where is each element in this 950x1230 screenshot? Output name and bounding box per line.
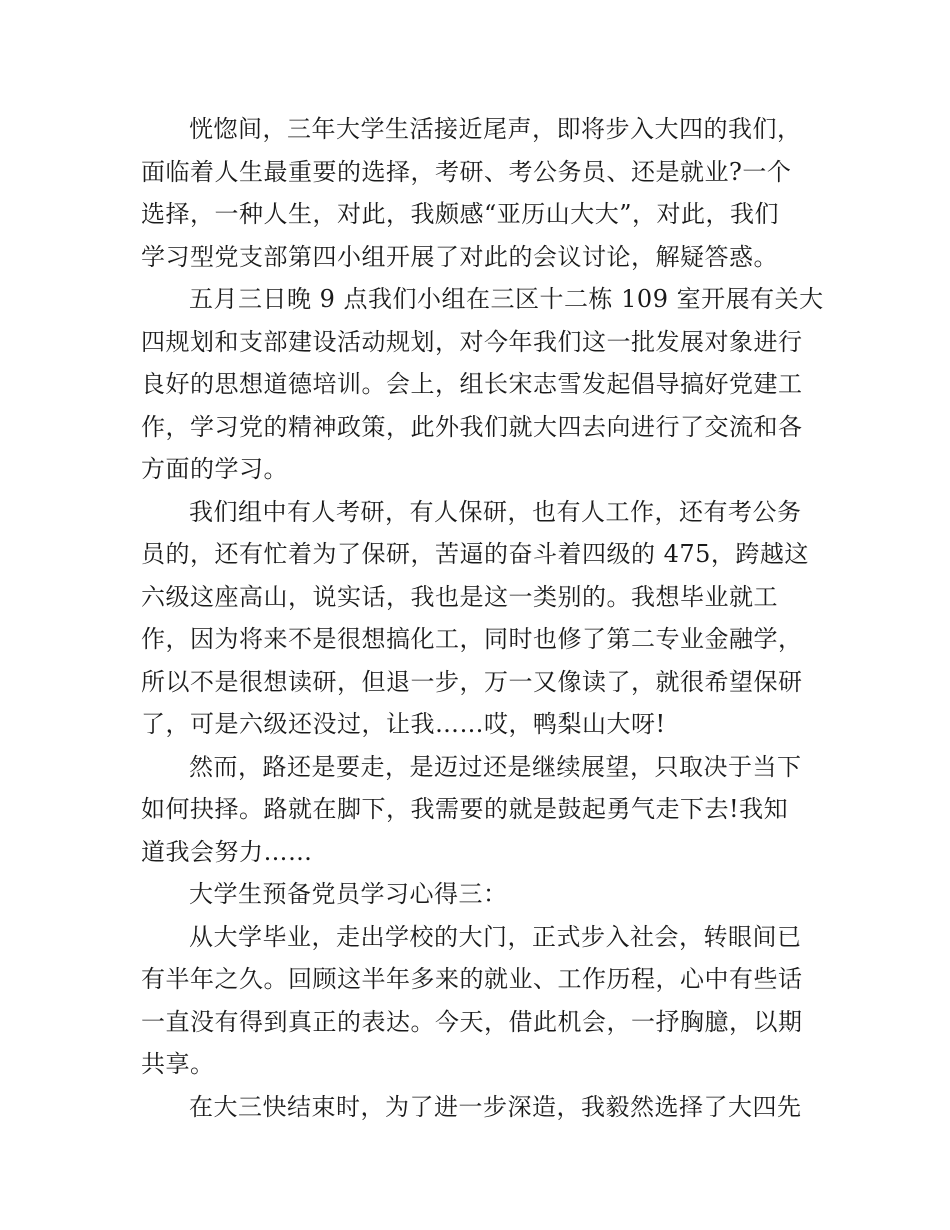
paragraph-4-line-3: 道我会努力…… [141, 837, 313, 866]
paragraph-1-line-2: 面临着人生最重要的选择，考研、考公务员、还是就业?一个 [141, 157, 792, 186]
paragraph-3-line-6: 了，可是六级还没过，让我……哎，鸭梨山大呀! [141, 710, 666, 738]
paragraph-2-line-1: 五月三日晚 9 点我们小组在三区十二栋 109 室开展有关大 [189, 285, 824, 313]
paragraph-4-line-2: 如何抉择。路就在脚下，我需要的就是鼓起勇气走下去!我知 [141, 795, 789, 823]
paragraph-3-line-1: 我们组中有人考研，有人保研，也有人工作，还有考公务 [189, 497, 802, 526]
paragraph-2-line-5: 方面的学习。 [141, 455, 288, 483]
paragraph-5-line-2: 有半年之久。回顾这半年多来的就业、工作历程，心中有些话 [141, 965, 803, 993]
paragraph-5-line-4: 共享。 [141, 1050, 215, 1078]
paragraph-3-line-4: 作，因为将来不是很想搞化工，同时也修了第二专业金融学， [141, 625, 803, 653]
paragraph-5-line-1: 从大学毕业，走出学校的大门，正式步入社会，转眼间已 [189, 922, 802, 951]
paragraph-1-line-3: 选择，一种人生，对此，我颇感“亚历山大大”，对此，我们 [141, 200, 780, 228]
paragraph-1-line-4: 学习型党支部第四小组开展了对此的会议讨论，解疑答惑。 [141, 242, 778, 271]
paragraph-3-line-3: 六级这座高山，说实话，我也是这一类别的。我想毕业就工 [141, 582, 778, 611]
paragraph-6-line-1: 在大三快结束时，为了进一步深造，我毅然选择了大四先 [189, 1092, 802, 1121]
paragraph-5-line-3: 一直没有得到真正的表达。今天，借此机会，一抒胸臆，以期 [141, 1007, 803, 1036]
paragraph-4-line-1: 然而，路还是要走，是迈过还是继续展望，只取决于当下 [189, 752, 802, 781]
paragraph-1-line-1: 恍惚间，三年大学生活接近尾声，即将步入大四的我们， [189, 115, 802, 143]
paragraph-2-line-4: 作，学习党的精神政策，此外我们就大四去向进行了交流和各 [141, 412, 803, 441]
paragraph-3-line-5: 所以不是很想读研，但退一步，万一又像读了，就很希望保研 [141, 667, 803, 696]
paragraph-2-line-3: 良好的思想道德培训。会上，组长宋志雪发起倡导搞好党建工 [141, 370, 803, 398]
document-body [141, 108, 824, 1128]
section-heading: 大学生预备党员学习心得三： [189, 880, 508, 908]
paragraph-2-line-2: 四规划和支部建设活动规划，对今年我们这一批发展对象进行 [141, 327, 803, 356]
paragraph-3-line-2: 员的，还有忙着为了保研，苦逼的奋斗着四级的 475，跨越这 [141, 540, 809, 568]
